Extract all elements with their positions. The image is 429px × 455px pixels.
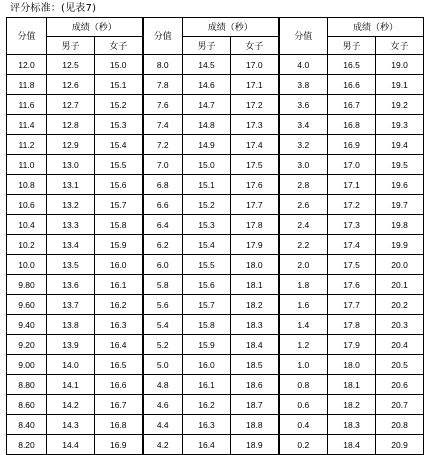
female-time-cell: 17.6 [231, 175, 279, 195]
score-cell: 1.6 [279, 295, 328, 315]
male-time-cell: 14.5 [183, 55, 231, 75]
male-time-cell: 17.4 [328, 235, 376, 255]
score-cell: 5.6 [143, 295, 183, 315]
score-cell: 11.2 [7, 135, 47, 155]
female-time-cell: 17.7 [231, 195, 279, 215]
female-time-cell: 15.4 [95, 135, 143, 155]
score-column-header: 分值 [279, 18, 328, 55]
female-time-cell: 19.0 [376, 55, 424, 75]
table-row [7, 395, 424, 415]
female-time-cell: 18.0 [231, 255, 279, 275]
score-cell: 8.20 [7, 435, 47, 455]
table-row [7, 175, 424, 195]
score-cell: 10.0 [7, 255, 47, 275]
female-time-cell: 15.8 [95, 215, 143, 235]
score-cell: 2.6 [279, 195, 328, 215]
score-cell: 7.4 [143, 115, 183, 135]
score-cell: 7.0 [143, 155, 183, 175]
male-time-cell: 17.6 [328, 275, 376, 295]
male-time-cell: 13.0 [47, 155, 95, 175]
male-time-cell: 14.3 [47, 415, 95, 435]
table-caption: 评分标准：(见表7) [10, 3, 97, 14]
score-cell: 3.6 [279, 95, 328, 115]
score-cell: 3.2 [279, 135, 328, 155]
female-time-cell: 19.4 [376, 135, 424, 155]
female-time-cell: 18.5 [231, 355, 279, 375]
male-time-cell: 14.2 [47, 395, 95, 415]
table-row [7, 355, 424, 375]
result-column-header: 成绩（秒） [183, 18, 279, 37]
male-time-cell: 15.3 [183, 215, 231, 235]
female-time-cell: 18.8 [231, 415, 279, 435]
score-cell: 2.0 [279, 255, 328, 275]
male-time-cell: 13.7 [47, 295, 95, 315]
male-time-cell: 13.5 [47, 255, 95, 275]
female-time-cell: 20.5 [376, 355, 424, 375]
score-cell: 6.2 [143, 235, 183, 255]
male-time-cell: 16.4 [183, 435, 231, 455]
table-body [7, 55, 424, 455]
result-column-header: 成绩（秒） [328, 18, 424, 37]
score-cell: 9.60 [7, 295, 47, 315]
female-time-cell: 20.4 [376, 335, 424, 355]
male-time-cell: 17.1 [328, 175, 376, 195]
male-time-cell: 17.3 [328, 215, 376, 235]
male-time-cell: 17.2 [328, 195, 376, 215]
female-time-cell: 19.8 [376, 215, 424, 235]
female-time-cell: 16.0 [95, 255, 143, 275]
female-time-cell: 20.2 [376, 295, 424, 315]
male-time-cell: 14.7 [183, 95, 231, 115]
female-time-cell: 18.1 [231, 275, 279, 295]
female-time-cell: 20.1 [376, 275, 424, 295]
score-cell: 6.8 [143, 175, 183, 195]
male-time-cell: 18.2 [328, 395, 376, 415]
female-column-header: 女子 [376, 37, 424, 55]
score-column-header: 分值 [143, 18, 183, 55]
female-time-cell: 19.9 [376, 235, 424, 255]
male-time-cell: 12.5 [47, 55, 95, 75]
female-time-cell: 17.8 [231, 215, 279, 235]
score-cell: 1.0 [279, 355, 328, 375]
score-cell: 10.4 [7, 215, 47, 235]
female-time-cell: 17.9 [231, 235, 279, 255]
female-time-cell: 17.1 [231, 75, 279, 95]
male-time-cell: 16.5 [328, 55, 376, 75]
male-time-cell: 16.6 [328, 75, 376, 95]
female-time-cell: 18.9 [231, 435, 279, 455]
female-time-cell: 16.2 [95, 295, 143, 315]
result-column-header: 成绩（秒） [47, 18, 143, 37]
female-column-header: 女子 [95, 37, 143, 55]
male-time-cell: 14.8 [183, 115, 231, 135]
score-cell: 0.4 [279, 415, 328, 435]
female-time-cell: 19.1 [376, 75, 424, 95]
female-time-cell: 15.7 [95, 195, 143, 215]
female-time-cell: 15.9 [95, 235, 143, 255]
score-cell: 6.0 [143, 255, 183, 275]
score-cell: 1.8 [279, 275, 328, 295]
male-time-cell: 16.3 [183, 415, 231, 435]
table-row [7, 215, 424, 235]
female-time-cell: 20.7 [376, 395, 424, 415]
score-cell: 4.0 [279, 55, 328, 75]
score-cell: 8.80 [7, 375, 47, 395]
score-cell: 11.6 [7, 95, 47, 115]
male-column-header: 男子 [47, 37, 95, 55]
female-time-cell: 19.2 [376, 95, 424, 115]
male-time-cell: 14.1 [47, 375, 95, 395]
score-cell: 2.2 [279, 235, 328, 255]
score-cell: 8.40 [7, 415, 47, 435]
male-time-cell: 18.0 [328, 355, 376, 375]
score-cell: 2.8 [279, 175, 328, 195]
male-time-cell: 16.2 [183, 395, 231, 415]
table-row [7, 275, 424, 295]
table-row [7, 195, 424, 215]
score-cell: 1.2 [279, 335, 328, 355]
female-time-cell: 18.2 [231, 295, 279, 315]
table-row [7, 375, 424, 395]
male-time-cell: 13.8 [47, 315, 95, 335]
score-cell: 6.6 [143, 195, 183, 215]
score-cell: 4.6 [143, 395, 183, 415]
female-column-header: 女子 [231, 37, 279, 55]
male-time-cell: 13.9 [47, 335, 95, 355]
male-time-cell: 17.9 [328, 335, 376, 355]
score-cell: 11.8 [7, 75, 47, 95]
male-time-cell: 16.9 [328, 135, 376, 155]
male-time-cell: 15.4 [183, 235, 231, 255]
female-time-cell: 16.5 [95, 355, 143, 375]
male-time-cell: 12.8 [47, 115, 95, 135]
header-row-1 [7, 18, 424, 37]
scoring-table [6, 17, 424, 455]
table-row [7, 295, 424, 315]
score-cell: 3.4 [279, 115, 328, 135]
male-column-header: 男子 [183, 37, 231, 55]
male-time-cell: 13.4 [47, 235, 95, 255]
male-time-cell: 16.0 [183, 355, 231, 375]
score-cell: 2.4 [279, 215, 328, 235]
male-time-cell: 12.7 [47, 95, 95, 115]
male-time-cell: 14.0 [47, 355, 95, 375]
female-time-cell: 19.5 [376, 155, 424, 175]
score-cell: 4.2 [143, 435, 183, 455]
female-time-cell: 17.3 [231, 115, 279, 135]
score-cell: 12.0 [7, 55, 47, 75]
female-time-cell: 18.3 [231, 315, 279, 335]
female-time-cell: 19.3 [376, 115, 424, 135]
female-time-cell: 16.8 [95, 415, 143, 435]
male-time-cell: 13.3 [47, 215, 95, 235]
male-time-cell: 18.3 [328, 415, 376, 435]
female-time-cell: 16.3 [95, 315, 143, 335]
score-cell: 11.4 [7, 115, 47, 135]
female-time-cell: 20.0 [376, 255, 424, 275]
score-cell: 8.60 [7, 395, 47, 415]
female-time-cell: 16.1 [95, 275, 143, 295]
table-row [7, 115, 424, 135]
female-time-cell: 19.6 [376, 175, 424, 195]
score-cell: 10.8 [7, 175, 47, 195]
male-time-cell: 16.7 [328, 95, 376, 115]
male-time-cell: 16.1 [183, 375, 231, 395]
female-time-cell: 18.7 [231, 395, 279, 415]
score-column-header: 分值 [7, 18, 47, 55]
score-cell: 7.8 [143, 75, 183, 95]
male-time-cell: 15.0 [183, 155, 231, 175]
score-cell: 3.0 [279, 155, 328, 175]
female-time-cell: 18.6 [231, 375, 279, 395]
male-time-cell: 15.2 [183, 195, 231, 215]
score-cell: 9.00 [7, 355, 47, 375]
female-time-cell: 15.3 [95, 115, 143, 135]
male-time-cell: 17.8 [328, 315, 376, 335]
score-cell: 4.4 [143, 415, 183, 435]
female-time-cell: 15.0 [95, 55, 143, 75]
female-time-cell: 17.0 [231, 55, 279, 75]
male-time-cell: 14.9 [183, 135, 231, 155]
female-time-cell: 15.2 [95, 95, 143, 115]
female-time-cell: 16.9 [95, 435, 143, 455]
male-time-cell: 15.1 [183, 175, 231, 195]
male-time-cell: 15.5 [183, 255, 231, 275]
table-row [7, 415, 424, 435]
score-cell: 5.8 [143, 275, 183, 295]
table-row [7, 135, 424, 155]
document-page [4, 0, 425, 450]
male-time-cell: 15.6 [183, 275, 231, 295]
score-cell: 1.4 [279, 315, 328, 335]
female-time-cell: 17.5 [231, 155, 279, 175]
table-row [7, 75, 424, 95]
female-time-cell: 20.9 [376, 435, 424, 455]
female-time-cell: 20.3 [376, 315, 424, 335]
table-row [7, 255, 424, 275]
table-row [7, 95, 424, 115]
score-cell: 6.4 [143, 215, 183, 235]
male-time-cell: 15.9 [183, 335, 231, 355]
female-time-cell: 17.4 [231, 135, 279, 155]
male-time-cell: 14.6 [183, 75, 231, 95]
score-cell: 7.6 [143, 95, 183, 115]
female-time-cell: 20.6 [376, 375, 424, 395]
male-time-cell: 17.5 [328, 255, 376, 275]
header-row-2 [7, 37, 424, 55]
male-time-cell: 17.0 [328, 155, 376, 175]
female-time-cell: 17.2 [231, 95, 279, 115]
female-time-cell: 16.7 [95, 395, 143, 415]
table-row [7, 55, 424, 75]
male-time-cell: 15.8 [183, 315, 231, 335]
score-cell: 9.40 [7, 315, 47, 335]
score-cell: 9.80 [7, 275, 47, 295]
male-time-cell: 17.7 [328, 295, 376, 315]
table-row [7, 155, 424, 175]
score-cell: 5.4 [143, 315, 183, 335]
score-cell: 11.0 [7, 155, 47, 175]
male-time-cell: 15.7 [183, 295, 231, 315]
score-cell: 4.8 [143, 375, 183, 395]
table-row [7, 335, 424, 355]
score-cell: 0.2 [279, 435, 328, 455]
score-cell: 10.6 [7, 195, 47, 215]
female-time-cell: 15.5 [95, 155, 143, 175]
score-cell: 7.2 [143, 135, 183, 155]
male-time-cell: 13.1 [47, 175, 95, 195]
male-time-cell: 18.4 [328, 435, 376, 455]
female-time-cell: 19.7 [376, 195, 424, 215]
male-time-cell: 18.1 [328, 375, 376, 395]
score-cell: 0.6 [279, 395, 328, 415]
score-cell: 5.0 [143, 355, 183, 375]
male-time-cell: 12.6 [47, 75, 95, 95]
male-time-cell: 14.4 [47, 435, 95, 455]
male-time-cell: 13.2 [47, 195, 95, 215]
table-row [7, 235, 424, 255]
male-time-cell: 12.9 [47, 135, 95, 155]
score-cell: 5.2 [143, 335, 183, 355]
score-cell: 0.8 [279, 375, 328, 395]
score-cell: 3.8 [279, 75, 328, 95]
male-column-header: 男子 [328, 37, 376, 55]
male-time-cell: 13.6 [47, 275, 95, 295]
table-row [7, 315, 424, 335]
score-cell: 9.20 [7, 335, 47, 355]
female-time-cell: 18.4 [231, 335, 279, 355]
female-time-cell: 16.4 [95, 335, 143, 355]
female-time-cell: 20.8 [376, 415, 424, 435]
male-time-cell: 16.8 [328, 115, 376, 135]
score-cell: 8.0 [143, 55, 183, 75]
score-cell: 10.2 [7, 235, 47, 255]
female-time-cell: 15.1 [95, 75, 143, 95]
female-time-cell: 16.6 [95, 375, 143, 395]
female-time-cell: 15.6 [95, 175, 143, 195]
